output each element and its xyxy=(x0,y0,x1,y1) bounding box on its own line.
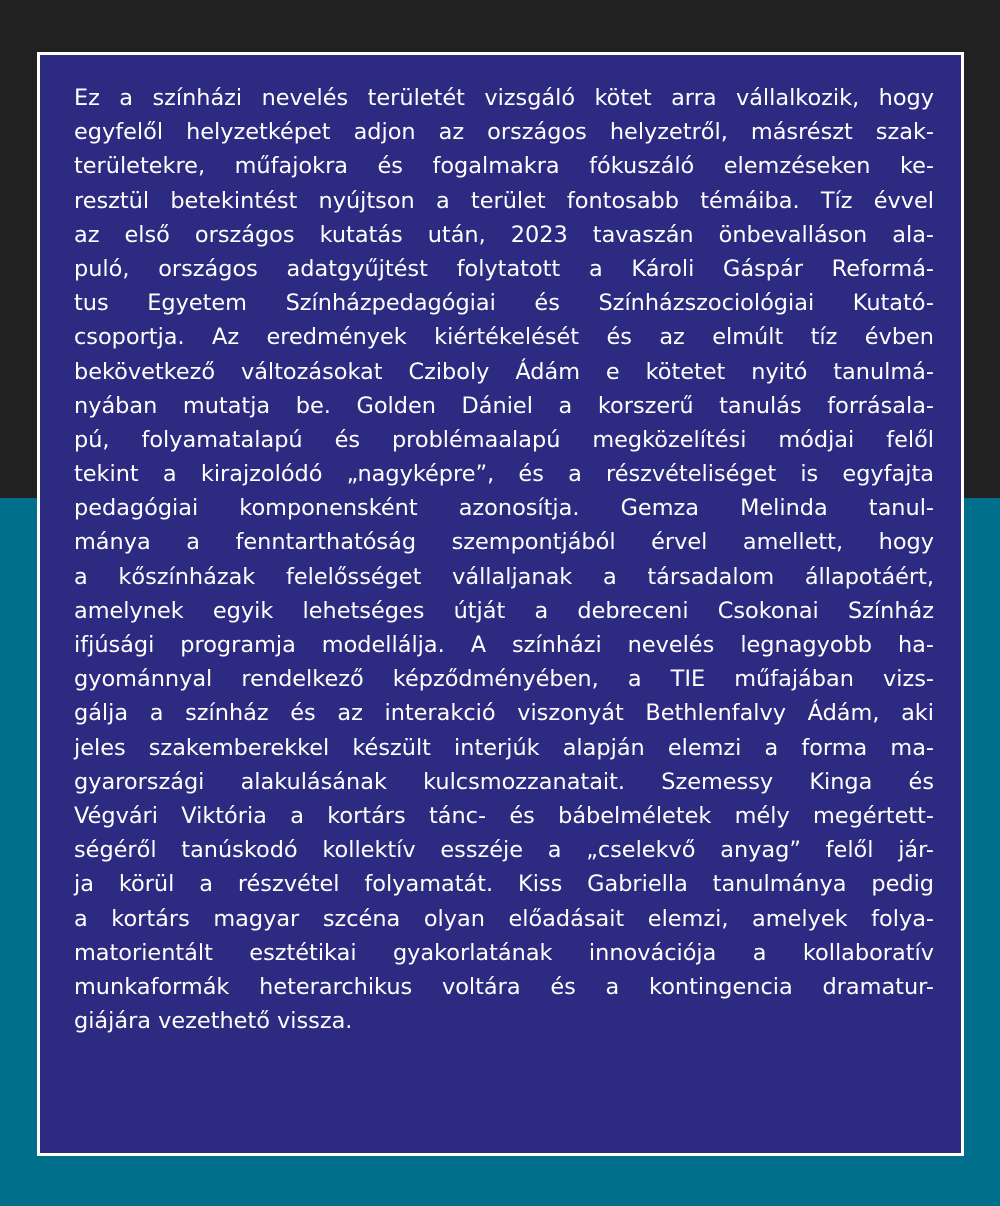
blurb-line: puló, országos adatgyűjtést folytatott a Károli Gáspár Reformá- xyxy=(74,255,934,282)
blurb-line: Végvári Viktória a kortárs tánc- és bábelméletek mély megértett- xyxy=(74,802,934,829)
blurb-line: gálja a színház és az interakció viszonyát Bethlenfalvy Ádám, aki xyxy=(74,700,934,727)
blurb-line: pú, folyamatalapú és problémaalapú megközelítési módjai felől xyxy=(74,426,934,453)
blurb-line: munkaformák heterarchikus voltára és a kontingencia dramatur- xyxy=(74,973,934,1000)
blurb-line: matorientált esztétikai gyakorlatának innovációja a kollaboratív xyxy=(74,939,934,966)
blurb-line: területekre, műfajokra és fogalmakra fókuszáló elemzéseken ke- xyxy=(74,153,934,180)
blurb-line: tekint a kirajzolódó „nagyképre”, és a részvételiséget is egyfajta xyxy=(74,461,934,488)
blurb-line: Ez a színházi nevelés területét vizsgáló kötet arra vállalkozik, hogy xyxy=(74,85,934,111)
blurb-line: tus Egyetem Színházpedagógiai és Színházszociológiai Kutató- xyxy=(74,290,934,317)
blurb-line-last: giájára vezethető vissza. xyxy=(74,1008,353,1035)
blurb-line: a kőszínházak felelősséget vállaljanak a társadalom állapotáért, xyxy=(74,563,934,590)
blurb-text xyxy=(74,81,934,1038)
blurb-line: egyfelől helyzetképet adjon az országos helyzetről, másrészt szak- xyxy=(74,119,934,146)
blurb-line: nyában mutatja be. Golden Dániel a korszerű tanulás forrásala- xyxy=(74,392,934,419)
blurb-line: bekövetkező változásokat Cziboly Ádám e kötetet nyitó tanulmá- xyxy=(74,358,934,385)
blurb-line: ségéről tanúskodó kollektív esszéje a „cselekvő anyag” felől jár- xyxy=(74,837,934,864)
blurb-line: ifjúsági programja modellálja. A színházi nevelés legnagyobb ha- xyxy=(74,632,934,658)
blurb-line: gyarországi alakulásának kulcsmozzanatait. Szemessy Kinga és xyxy=(74,768,934,795)
blurb-line: az első országos kutatás után, 2023 tavaszán önbevalláson ala- xyxy=(74,221,934,248)
blurb-line: jeles szakemberekkel készült interjúk alapján elemzi a forma ma- xyxy=(74,734,934,761)
blurb-line: gyománnyal rendelkező képződményében, a TIE műfajában vizs- xyxy=(74,666,934,693)
blurb-line: mánya a fenntarthatóság szempontjából érvel amellett, hogy xyxy=(74,529,934,556)
blurb-panel xyxy=(37,52,964,1156)
blurb-line: pedagógiai komponensként azonosítja. Gemza Melinda tanul- xyxy=(74,495,934,522)
blurb-line: amelynek egyik lehetséges útját a debreceni Csokonai Színház xyxy=(74,597,934,624)
blurb-line: a kortárs magyar szcéna olyan előadásait elemzi, amelyek folya- xyxy=(74,905,934,932)
blurb-line: csoportja. Az eredmények kiértékelését és az elmúlt tíz évben xyxy=(74,324,934,351)
blurb-line: resztül betekintést nyújtson a terület fontosabb témáiba. Tíz évvel xyxy=(74,187,934,214)
blurb-line: ja körül a részvétel folyamatát. Kiss Gabriella tanulmánya pedig xyxy=(74,871,934,898)
